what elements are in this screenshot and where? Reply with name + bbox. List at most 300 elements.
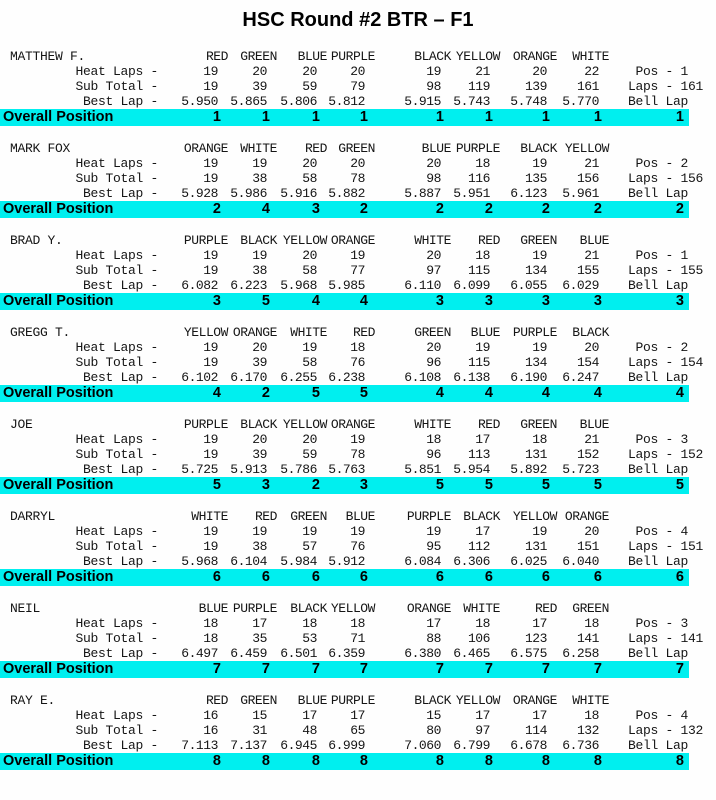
- best-lap-value: 5.951: [453, 186, 490, 201]
- overall-position-value: 1: [435, 109, 444, 125]
- overall-position-value: 3: [541, 293, 550, 309]
- color-header: RED: [477, 233, 500, 248]
- best-lap-value: 6.029: [562, 278, 599, 293]
- color-header: ORANGE: [512, 693, 557, 708]
- best-lap-value: 6.575: [510, 646, 547, 661]
- sub-total-value: 19: [203, 79, 218, 94]
- sub-total-value: 151: [576, 539, 599, 554]
- heat-laps-value: 20: [302, 248, 317, 263]
- color-header: WHITE: [290, 325, 327, 340]
- sub-total-value: 76: [350, 355, 365, 370]
- overall-position-label: Overall Position: [3, 293, 114, 309]
- heat-laps-value: 20: [350, 156, 365, 171]
- best-lap-value: 5.950: [181, 94, 218, 109]
- heat-laps-value: 19: [302, 340, 317, 355]
- overall-position-label: Overall Position: [3, 109, 114, 125]
- driver-name: RAY E.: [10, 693, 56, 708]
- row-label: Sub Total -: [75, 171, 158, 186]
- row-label: Best Lap -: [82, 278, 158, 293]
- best-lap-value: 5.865: [230, 94, 267, 109]
- overall-position-value: 8: [593, 753, 602, 769]
- overall-position-final: 6: [675, 569, 684, 585]
- heat-laps-value: 17: [532, 616, 547, 631]
- sub-total-value: 139: [524, 79, 547, 94]
- best-lap-value: 5.743: [453, 94, 490, 109]
- color-header: BLACK: [240, 417, 277, 432]
- overall-position-value: 4: [311, 293, 320, 309]
- overall-position-bar: [0, 753, 689, 770]
- sub-total-value: 78: [350, 447, 365, 462]
- row-label: Heat Laps -: [75, 432, 158, 447]
- sub-total-row: [0, 79, 716, 94]
- color-header: WHITE: [572, 693, 609, 708]
- row-label: Sub Total -: [75, 79, 158, 94]
- overall-position-value: 8: [435, 753, 444, 769]
- heat-laps-value: 20: [584, 340, 599, 355]
- sub-total-value: 58: [302, 355, 317, 370]
- color-header: WHITE: [240, 141, 277, 156]
- row-label: Heat Laps -: [75, 616, 158, 631]
- color-header-row: [0, 693, 716, 708]
- driver-section: [0, 601, 716, 678]
- heat-laps-value: 19: [350, 248, 365, 263]
- heat-laps-value: 20: [302, 156, 317, 171]
- heat-laps-value: 21: [584, 248, 599, 263]
- color-header: GREEN: [338, 141, 375, 156]
- color-header: GREEN: [520, 417, 557, 432]
- sub-total-value: 97: [426, 263, 441, 278]
- overall-position-label: Overall Position: [3, 477, 114, 493]
- sub-total-value: 19: [203, 447, 218, 462]
- row-label: Heat Laps -: [75, 340, 158, 355]
- heat-laps-value: 19: [532, 340, 547, 355]
- best-lap-value: 5.912: [328, 554, 365, 569]
- best-lap-value: 6.104: [230, 554, 267, 569]
- overall-position-value: 2: [593, 201, 602, 217]
- sub-total-value: 161: [576, 79, 599, 94]
- color-header: BLACK: [240, 233, 277, 248]
- best-lap-value: 6.190: [510, 370, 547, 385]
- overall-position-value: 8: [541, 753, 550, 769]
- overall-position-final: 4: [675, 385, 684, 401]
- row-label: Best Lap -: [82, 370, 158, 385]
- overall-position-bar: [0, 109, 689, 126]
- driver-section: [0, 509, 716, 586]
- overall-position-value: 6: [212, 569, 221, 585]
- sub-total-value: 131: [524, 539, 547, 554]
- overall-position-value: 1: [541, 109, 550, 125]
- overall-position-bar: [0, 385, 689, 402]
- sub-total-value: 38: [252, 263, 267, 278]
- overall-position-value: 2: [541, 201, 550, 217]
- sub-total-value: 35: [252, 631, 267, 646]
- color-header: BLACK: [520, 141, 557, 156]
- color-header: YELLOW: [564, 141, 609, 156]
- best-lap-value: 6.258: [562, 646, 599, 661]
- sub-total-value: 131: [524, 447, 547, 462]
- best-lap-value: 5.882: [328, 186, 365, 201]
- sub-total-value: 39: [252, 447, 267, 462]
- sub-total-value: 155: [576, 263, 599, 278]
- best-lap-value: 5.786: [280, 462, 317, 477]
- sub-total-value: 58: [302, 263, 317, 278]
- best-lap-value: 5.887: [404, 186, 441, 201]
- overall-position-final: 8: [675, 753, 684, 769]
- best-lap-value: 5.725: [181, 462, 218, 477]
- overall-position-final: 2: [675, 201, 684, 217]
- best-lap-value: 5.806: [280, 94, 317, 109]
- row-label: Heat Laps -: [75, 524, 158, 539]
- color-header: RED: [477, 417, 500, 432]
- sub-total-value: 48: [302, 723, 317, 738]
- pos-value: Pos - 2: [628, 156, 689, 171]
- overall-position-value: 8: [261, 753, 270, 769]
- color-header: GREEN: [240, 693, 277, 708]
- best-lap-value: 6.040: [562, 554, 599, 569]
- bell-lap-label: Bell Lap: [628, 738, 689, 753]
- pos-value: Pos - 3: [628, 432, 689, 447]
- bell-lap-label: Bell Lap: [628, 370, 689, 385]
- row-label: Heat Laps -: [75, 708, 158, 723]
- overall-position-value: 4: [359, 293, 368, 309]
- heat-laps-value: 18: [532, 432, 547, 447]
- overall-position-value: 8: [212, 753, 221, 769]
- heat-laps-value: 18: [475, 156, 490, 171]
- color-header: BLUE: [297, 693, 327, 708]
- sub-total-value: 38: [252, 539, 267, 554]
- sub-total-value: 18: [203, 631, 218, 646]
- overall-position-value: 7: [212, 661, 221, 677]
- overall-position-value: 4: [261, 201, 270, 217]
- driver-name: MATTHEW F.: [10, 49, 86, 64]
- overall-position-value: 7: [484, 661, 493, 677]
- best-lap-value: 6.465: [453, 646, 490, 661]
- color-header: YELLOW: [282, 233, 327, 248]
- color-header: PURPLE: [330, 693, 375, 708]
- color-header: GREEN: [572, 601, 609, 616]
- overall-position-value: 4: [435, 385, 444, 401]
- row-label: Best Lap -: [82, 554, 158, 569]
- overall-position-value: 7: [435, 661, 444, 677]
- heat-laps-value: 18: [475, 248, 490, 263]
- color-header: WHITE: [414, 233, 451, 248]
- sub-total-value: 98: [426, 171, 441, 186]
- pos-value: Pos - 4: [628, 708, 689, 723]
- overall-position-value: 2: [261, 385, 270, 401]
- sub-total-value: 88: [426, 631, 441, 646]
- best-lap-value: 5.986: [230, 186, 267, 201]
- laps-value: Laps - 156: [628, 171, 704, 186]
- sub-total-value: 65: [350, 723, 365, 738]
- best-lap-value: 6.306: [453, 554, 490, 569]
- best-lap-value: 6.255: [280, 370, 317, 385]
- best-lap-value: 5.968: [181, 554, 218, 569]
- heat-laps-value: 17: [252, 616, 267, 631]
- color-header: PURPLE: [512, 325, 557, 340]
- overall-position-value: 8: [359, 753, 368, 769]
- color-header: ORANGE: [330, 417, 375, 432]
- overall-position-value: 3: [311, 201, 320, 217]
- color-header-row: [0, 49, 716, 64]
- best-lap-value: 6.238: [328, 370, 365, 385]
- best-lap-value: 6.799: [453, 738, 490, 753]
- best-lap-value: 5.851: [404, 462, 441, 477]
- heat-laps-value: 18: [475, 616, 490, 631]
- overall-position-label: Overall Position: [3, 385, 114, 401]
- overall-position-label: Overall Position: [3, 753, 114, 769]
- color-header: ORANGE: [406, 601, 451, 616]
- overall-position-value: 1: [261, 109, 270, 125]
- sub-total-value: 79: [350, 79, 365, 94]
- bell-lap-label: Bell Lap: [628, 186, 689, 201]
- color-header: WHITE: [572, 49, 609, 64]
- row-label: Heat Laps -: [75, 64, 158, 79]
- overall-position-bar: [0, 477, 689, 494]
- heat-laps-value: 18: [350, 616, 365, 631]
- color-header: ORANGE: [564, 509, 609, 524]
- best-lap-value: 5.915: [404, 94, 441, 109]
- sub-total-value: 112: [467, 539, 490, 554]
- best-lap-value: 5.968: [280, 278, 317, 293]
- sub-total-row: [0, 171, 716, 186]
- overall-position-value: 4: [484, 385, 493, 401]
- best-lap-value: 6.055: [510, 278, 547, 293]
- best-lap-value: 5.985: [328, 278, 365, 293]
- color-header: BLUE: [297, 49, 327, 64]
- best-lap-value: 5.748: [510, 94, 547, 109]
- color-header: RED: [534, 601, 557, 616]
- best-lap-value: 6.678: [510, 738, 547, 753]
- heat-laps-value: 17: [426, 616, 441, 631]
- best-lap-row: [0, 738, 716, 753]
- sub-total-value: 78: [350, 171, 365, 186]
- overall-position-value: 5: [484, 477, 493, 493]
- overall-position-value: 6: [541, 569, 550, 585]
- sub-total-row: [0, 723, 716, 738]
- sub-total-value: 116: [467, 171, 490, 186]
- color-header: ORANGE: [183, 141, 228, 156]
- sub-total-value: 106: [467, 631, 490, 646]
- overall-position-value: 3: [212, 293, 221, 309]
- color-header: RED: [205, 693, 228, 708]
- overall-position-value: 1: [484, 109, 493, 125]
- best-lap-value: 6.359: [328, 646, 365, 661]
- color-header: BLUE: [421, 141, 451, 156]
- color-header-row: [0, 601, 716, 616]
- best-lap-row: [0, 646, 716, 661]
- row-label: Best Lap -: [82, 186, 158, 201]
- sub-total-value: 96: [426, 355, 441, 370]
- overall-position-value: 1: [593, 109, 602, 125]
- sub-total-value: 152: [576, 447, 599, 462]
- overall-position-value: 2: [311, 477, 320, 493]
- best-lap-value: 6.736: [562, 738, 599, 753]
- color-header: BLACK: [414, 49, 451, 64]
- laps-value: Laps - 132: [628, 723, 704, 738]
- sub-total-value: 134: [524, 263, 547, 278]
- best-lap-value: 5.961: [562, 186, 599, 201]
- sub-total-value: 19: [203, 539, 218, 554]
- overall-position-value: 7: [541, 661, 550, 677]
- row-label: Sub Total -: [75, 723, 158, 738]
- driver-section: [0, 233, 716, 310]
- best-lap-value: 6.138: [453, 370, 490, 385]
- heat-laps-value: 19: [252, 248, 267, 263]
- heat-laps-value: 19: [532, 156, 547, 171]
- color-header: PURPLE: [406, 509, 451, 524]
- sub-total-value: 97: [475, 723, 490, 738]
- overall-position-value: 3: [359, 477, 368, 493]
- overall-position-value: 1: [212, 109, 221, 125]
- sub-total-value: 96: [426, 447, 441, 462]
- heat-laps-value: 20: [532, 64, 547, 79]
- row-label: Sub Total -: [75, 539, 158, 554]
- best-lap-value: 6.025: [510, 554, 547, 569]
- sub-total-row: [0, 263, 716, 278]
- overall-position-value: 5: [359, 385, 368, 401]
- overall-position-value: 5: [311, 385, 320, 401]
- color-header: GREEN: [414, 325, 451, 340]
- best-lap-value: 5.928: [181, 186, 218, 201]
- heat-laps-value: 19: [252, 524, 267, 539]
- color-header: BLUE: [470, 325, 500, 340]
- heat-laps-row: [0, 340, 716, 355]
- heat-laps-value: 15: [252, 708, 267, 723]
- heat-laps-value: 21: [584, 156, 599, 171]
- overall-position-value: 6: [359, 569, 368, 585]
- heat-laps-value: 19: [426, 524, 441, 539]
- color-header: YELLOW: [455, 693, 500, 708]
- sub-total-value: 71: [350, 631, 365, 646]
- overall-position-value: 3: [484, 293, 493, 309]
- bell-lap-label: Bell Lap: [628, 462, 689, 477]
- color-header: RED: [205, 49, 228, 64]
- color-header: YELLOW: [282, 417, 327, 432]
- row-label: Best Lap -: [82, 738, 158, 753]
- overall-position-value: 6: [261, 569, 270, 585]
- heat-laps-value: 19: [302, 524, 317, 539]
- color-header: PURPLE: [183, 417, 228, 432]
- sub-total-value: 80: [426, 723, 441, 738]
- best-lap-value: 7.060: [404, 738, 441, 753]
- heat-laps-value: 15: [426, 708, 441, 723]
- driver-section: [0, 693, 716, 770]
- sub-total-value: 57: [302, 539, 317, 554]
- best-lap-row: [0, 186, 716, 201]
- heat-laps-row: [0, 156, 716, 171]
- best-lap-value: 6.099: [453, 278, 490, 293]
- best-lap-value: 5.954: [453, 462, 490, 477]
- heat-laps-row: [0, 708, 716, 723]
- sub-total-value: 115: [467, 355, 490, 370]
- bell-lap-label: Bell Lap: [628, 94, 689, 109]
- heat-laps-row: [0, 432, 716, 447]
- best-lap-value: 6.497: [181, 646, 218, 661]
- best-lap-value: 6.945: [280, 738, 317, 753]
- pos-value: Pos - 3: [628, 616, 689, 631]
- row-label: Best Lap -: [82, 94, 158, 109]
- overall-position-value: 4: [593, 385, 602, 401]
- row-label: Heat Laps -: [75, 156, 158, 171]
- color-header: RED: [352, 325, 375, 340]
- best-lap-value: 6.082: [181, 278, 218, 293]
- best-lap-value: 6.084: [404, 554, 441, 569]
- heat-laps-value: 21: [584, 432, 599, 447]
- sub-total-value: 156: [576, 171, 599, 186]
- best-lap-value: 5.723: [562, 462, 599, 477]
- best-lap-value: 5.892: [510, 462, 547, 477]
- sub-total-value: 19: [203, 171, 218, 186]
- sub-total-value: 141: [576, 631, 599, 646]
- pos-value: Pos - 1: [628, 64, 689, 79]
- heat-laps-value: 21: [475, 64, 490, 79]
- color-header: RED: [304, 141, 327, 156]
- heat-laps-row: [0, 64, 716, 79]
- overall-position-value: 8: [311, 753, 320, 769]
- row-label: Sub Total -: [75, 631, 158, 646]
- page-title: HSC Round #2 BTR – F1: [242, 9, 474, 31]
- overall-position-value: 6: [435, 569, 444, 585]
- heat-laps-value: 19: [350, 432, 365, 447]
- heat-laps-value: 18: [302, 616, 317, 631]
- overall-position-value: 7: [261, 661, 270, 677]
- bell-lap-label: Bell Lap: [628, 646, 689, 661]
- best-lap-row: [0, 462, 716, 477]
- sub-total-value: 31: [252, 723, 267, 738]
- laps-value: Laps - 154: [628, 355, 704, 370]
- color-header: GREEN: [520, 233, 557, 248]
- overall-position-label: Overall Position: [3, 661, 114, 677]
- overall-position-value: 2: [212, 201, 221, 217]
- overall-position-final: 7: [675, 661, 684, 677]
- heat-laps-value: 19: [350, 524, 365, 539]
- heat-laps-value: 19: [203, 64, 218, 79]
- best-lap-value: 6.110: [404, 278, 441, 293]
- heat-laps-row: [0, 524, 716, 539]
- color-header: WHITE: [191, 509, 228, 524]
- best-lap-value: 7.137: [230, 738, 267, 753]
- sub-total-value: 123: [524, 631, 547, 646]
- color-header: PURPLE: [232, 601, 277, 616]
- sub-total-value: 132: [576, 723, 599, 738]
- driver-section: [0, 49, 716, 126]
- sub-total-value: 119: [467, 79, 490, 94]
- best-lap-row: [0, 94, 716, 109]
- overall-position-value: 7: [359, 661, 368, 677]
- overall-position-bar: [0, 661, 689, 678]
- best-lap-value: 6.223: [230, 278, 267, 293]
- heat-laps-value: 22: [584, 64, 599, 79]
- color-header-row: [0, 509, 716, 524]
- sub-total-value: 19: [203, 355, 218, 370]
- row-label: Best Lap -: [82, 462, 158, 477]
- overall-position-final: 1: [675, 109, 684, 125]
- heat-laps-value: 19: [532, 524, 547, 539]
- heat-laps-value: 18: [584, 708, 599, 723]
- best-lap-row: [0, 278, 716, 293]
- driver-section: [0, 141, 716, 218]
- best-lap-value: 6.247: [562, 370, 599, 385]
- driver-name: DARRYL: [10, 509, 56, 524]
- best-lap-value: 5.770: [562, 94, 599, 109]
- color-header: BLUE: [579, 417, 609, 432]
- color-header: BLUE: [579, 233, 609, 248]
- overall-position-final: 3: [675, 293, 684, 309]
- heat-laps-value: 17: [475, 708, 490, 723]
- heat-laps-value: 18: [350, 340, 365, 355]
- color-header: WHITE: [463, 601, 500, 616]
- sub-total-value: 135: [524, 171, 547, 186]
